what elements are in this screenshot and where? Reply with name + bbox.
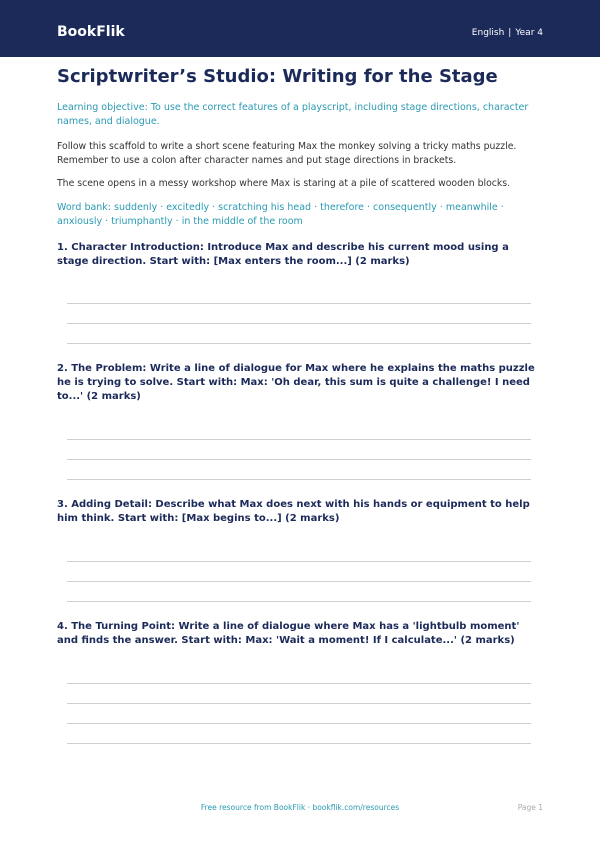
- year-label: Year 4: [515, 28, 543, 38]
- header-bar: [0, 0, 600, 57]
- answer-line[interactable]: [67, 703, 531, 704]
- answer-line[interactable]: [67, 581, 531, 582]
- meta-separator: |: [508, 28, 512, 38]
- scene-setting: The scene opens in a messy workshop where Max is staring at a pile of scattered wooden blocks.: [57, 178, 511, 189]
- question-2: [57, 362, 543, 404]
- learning-objective: Learning objective: To use the correct features of a playscript, including stage directions, character names, and dialogue.: [57, 102, 529, 127]
- page-number: Page 1: [517, 803, 543, 812]
- answer-line[interactable]: [67, 459, 531, 460]
- word-bank: Word bank: suddenly · excitedly · scratching his head · therefore · consequently · meanwhile · anxiously · triumphantly · in the middle of the room: [57, 201, 504, 227]
- answer-line[interactable]: [67, 601, 531, 602]
- answer-line[interactable]: [67, 439, 531, 440]
- answer-line[interactable]: [67, 743, 531, 744]
- question-4: [57, 620, 543, 648]
- question-text: 4. The Turning Point: Write a line of dialogue where Max has a 'lightbulb moment' and finds the answer. Start with: Max: 'Wait a moment! If I calculate...' (2 marks): [57, 621, 520, 646]
- answer-line[interactable]: [67, 323, 531, 324]
- footer-resource[interactable]: Free resource from BookFlik · bookflik.com/resources: [200, 803, 400, 812]
- question-text: 3. Adding Detail: Describe what Max does next with his hands or equipment to help him think. Start with: [Max begins to...] (2 marks): [57, 499, 530, 524]
- header-meta: [472, 27, 543, 40]
- question-3: [57, 498, 543, 526]
- answer-line[interactable]: [67, 479, 531, 480]
- question-text: 1. Character Introduction: Introduce Max and describe his current mood using a stage direction. Start with: [Max enters the room...] (2 marks): [57, 242, 509, 267]
- question-text: 2. The Problem: Write a line of dialogue for Max where he explains the maths puzzle he is trying to solve. Start with: Max: 'Oh dear, this sum is quite a challenge! I need to...' (2 marks): [57, 363, 535, 402]
- answer-line[interactable]: [67, 303, 531, 304]
- question-1: [57, 241, 543, 269]
- answer-line[interactable]: [67, 723, 531, 724]
- page-title: Scriptwriter’s Studio: Writing for the Stage: [57, 66, 498, 87]
- brand-logo[interactable]: BookFlik: [57, 24, 125, 40]
- answer-line[interactable]: [67, 343, 531, 344]
- subject-label: English: [471, 28, 505, 38]
- answer-line[interactable]: [67, 683, 531, 684]
- instructions: Follow this scaffold to write a short scene featuring Max the monkey solving a tricky maths puzzle. Remember to use a colon after character names and put stage directions in brackets.: [57, 141, 517, 166]
- answer-line[interactable]: [67, 561, 531, 562]
- intro-section: [57, 65, 543, 229]
